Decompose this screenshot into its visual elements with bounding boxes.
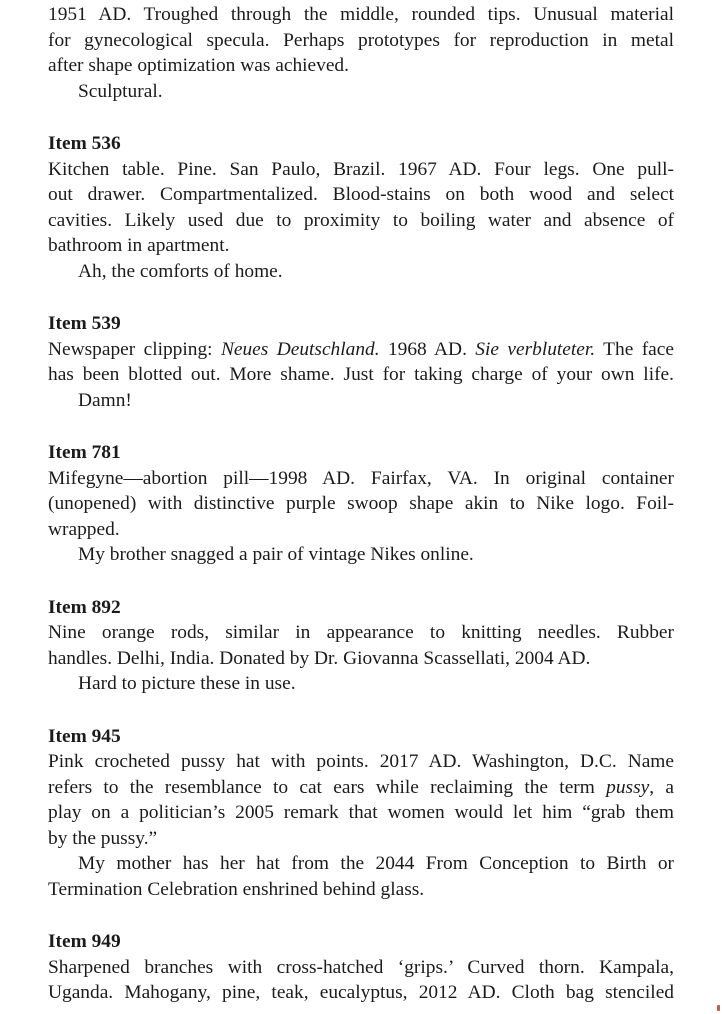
- text-line: for gynecological specula. Perhaps prototypes for reproduction in metal: [48, 29, 674, 51]
- comment-paragraph: [48, 388, 674, 414]
- item-heading: Item 892: [48, 596, 121, 618]
- text-line: handles. Delhi, India. Donated by Dr. Giovanna Scassellati, 2004 AD.: [48, 647, 591, 669]
- text-line: Mifegyne—abortion pill—1998 AD. Fairfax, VA. In original container: [48, 467, 674, 489]
- catalog-item-section: [48, 724, 674, 903]
- comment-paragraph: [48, 671, 674, 697]
- text-line: bathroom in apartment.: [48, 235, 230, 256]
- description-paragraph: [48, 337, 674, 388]
- text-line: (unopened) with distinctive purple swoop shape akin to Nike logo. Foil-: [48, 493, 674, 514]
- item-heading: Item 781: [48, 442, 121, 463]
- description-paragraph: [48, 620, 674, 671]
- catalog-item-section: [48, 131, 674, 284]
- description-paragraph: [48, 2, 674, 79]
- catalog-item-section: [48, 440, 674, 568]
- text-line: Termination Celebration enshrined behind glass.: [48, 878, 425, 900]
- text-line: play on a politician’s 2005 remark that women would let him “grab them: [48, 802, 674, 823]
- text-line: wrapped.: [48, 518, 120, 540]
- text-line: Kitchen table. Pine. San Paulo, Brazil. 1967 AD. Four legs. One pull-: [48, 158, 674, 180]
- text-line: Nine orange rods, similar in appearance to knitting needles. Rubber: [48, 622, 674, 643]
- catalog-item-section: [48, 311, 674, 413]
- catalog-item-section: [48, 2, 674, 104]
- text-line: My mother has her hat from the 2044 From Conception to Birth or: [78, 853, 674, 874]
- text-line: after shape optimization was achieved.: [48, 55, 349, 76]
- item-heading: Item 536: [48, 133, 121, 154]
- catalog-sections: [48, 2, 674, 1006]
- text-line: 1951 AD. Troughed through the middle, rounded tips. Unusual material: [48, 4, 674, 25]
- text-line: My brother snagged a pair of vintage Nikes online.: [78, 544, 474, 565]
- text-line: Newspaper clipping: Neues Deutschland. 1968 AD. Sie verbluteter. The face: [48, 338, 674, 360]
- text-line: Pink crocheted pussy hat with points. 2017 AD. Washington, D.C. Name: [48, 751, 674, 772]
- description-paragraph: [48, 955, 674, 1006]
- text-line: Uganda. Mahogany, pine, teak, eucalyptus, 2012 AD. Cloth bag stenciled: [48, 982, 674, 1003]
- corner-artifact: [717, 1005, 720, 1011]
- text-line: cavities. Likely used due to proximity to boiling water and absence of: [48, 209, 674, 231]
- catalog-item-section: [48, 929, 674, 1006]
- text-line: out drawer. Compartmentalized. Blood-stains on both wood and select: [48, 184, 674, 205]
- text-line: Sculptural.: [78, 80, 163, 102]
- item-heading: Item 949: [48, 931, 121, 952]
- text-line: by the pussy.”: [48, 827, 158, 849]
- item-heading: Item 945: [48, 725, 121, 747]
- comment-paragraph: [48, 542, 674, 568]
- description-paragraph: [48, 749, 674, 851]
- text-line: Hard to picture these in use.: [78, 673, 296, 694]
- catalog-item-section: [48, 595, 674, 697]
- text-line: has been blotted out. More shame. Just for taking charge of your own life.: [48, 364, 674, 385]
- description-paragraph: [48, 157, 674, 259]
- text-line: Damn!: [78, 389, 132, 411]
- item-heading: Item 539: [48, 313, 121, 334]
- text-line: Ah, the comforts of home.: [78, 260, 283, 282]
- comment-paragraph: [48, 259, 674, 285]
- comment-paragraph: [48, 851, 674, 902]
- description-paragraph: [48, 466, 674, 543]
- comment-paragraph: [48, 79, 674, 105]
- text-line: Sharpened branches with cross-hatched ‘grips.’ Curved thorn. Kampala,: [48, 956, 674, 978]
- text-line: refers to the resemblance to cat ears while reclaiming the term pussy, a: [48, 776, 674, 798]
